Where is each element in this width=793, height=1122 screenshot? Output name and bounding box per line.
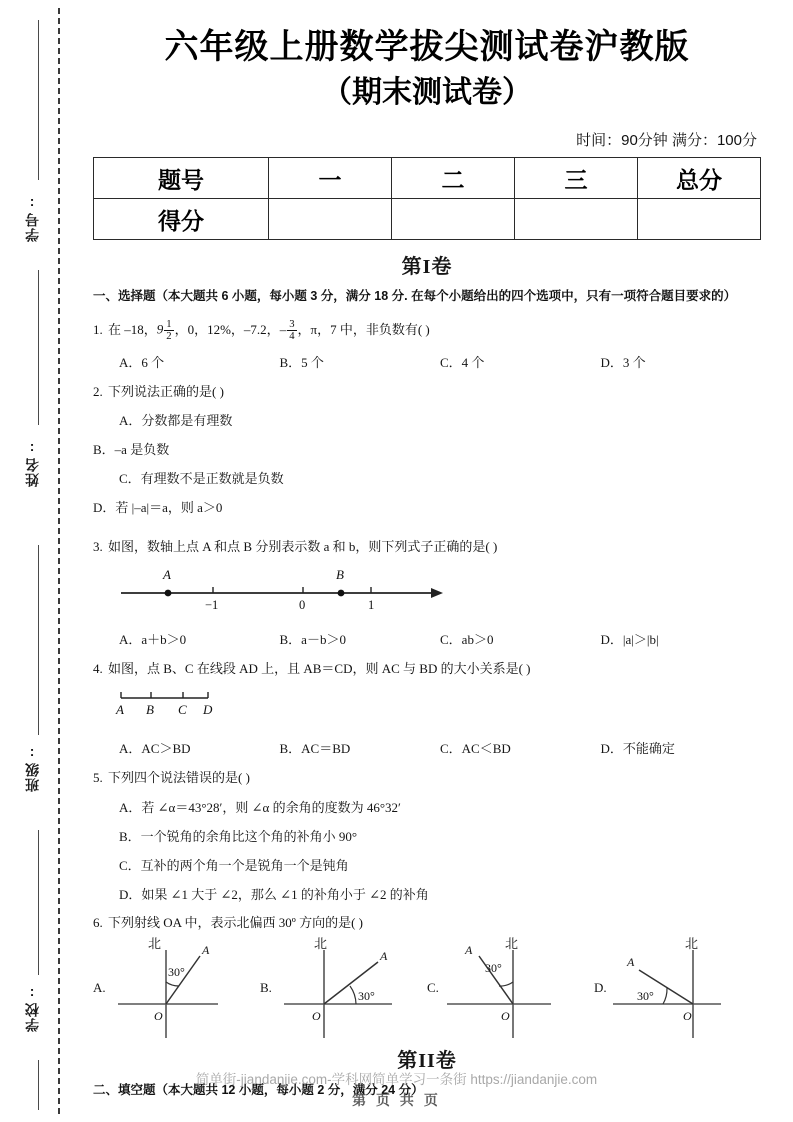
origin-label: O: [500, 1009, 510, 1024]
paper-2-label: 第II卷: [397, 1050, 457, 1073]
fraction: [287, 319, 296, 342]
score-table-cell: 二: [392, 158, 515, 199]
segment-label-a: A: [116, 702, 124, 718]
sidebar-label-student-id: 学号:: [24, 195, 40, 242]
option-c-letter: C.: [427, 980, 439, 996]
score-input-cell[interactable]: [515, 199, 638, 240]
question-2: [93, 382, 761, 402]
score-table-cell: 一: [269, 158, 392, 199]
seal-line-segment: [38, 20, 39, 180]
question-2-options: [93, 410, 761, 526]
option-a[interactable]: A．分数都是有理数: [119, 413, 233, 429]
origin-label: O: [311, 1009, 321, 1024]
exam-meta: 时间：90分钟 满分：100分: [576, 132, 757, 150]
option-a[interactable]: A．AC＞BD: [119, 741, 191, 757]
seal-line-segment: [38, 545, 39, 735]
question-stem: 下列射线 OA 中，表示北偏西 30º 方向的是( ): [108, 914, 363, 930]
ray-label-a: A: [626, 955, 634, 970]
question-stem: [108, 319, 430, 343]
number-line-figure: [93, 563, 761, 620]
option-c[interactable]: C．有理数不是正数就是负数: [119, 471, 284, 487]
angle-label: 30°: [167, 965, 185, 980]
option-d-letter: D.: [594, 980, 607, 996]
origin-label: O: [153, 1009, 163, 1024]
segment-label-b: B: [146, 702, 154, 718]
stem-part: –: [279, 321, 287, 337]
segment-label-c: C: [178, 702, 187, 718]
page-subtitle: （期末测试卷）: [322, 75, 532, 109]
question-stem: 下列说法正确的是( ): [108, 383, 224, 399]
segment-label-d: D: [203, 702, 213, 718]
fraction-denominator: 2: [166, 331, 172, 343]
option-a-letter: A.: [93, 980, 106, 996]
option-b[interactable]: B．一个锐角的余角比这个角的补角小 90°: [119, 828, 358, 844]
question-stem: 如图，点 B、C 在线段 AD 上，且 AB＝CD，则 AC 与 BD 的大小关系是( ): [108, 660, 531, 676]
option-a[interactable]: A．6 个: [119, 354, 165, 370]
option-d[interactable]: D．3 个: [600, 354, 646, 370]
seal-line-segment: [38, 270, 39, 425]
north-label: 北: [147, 936, 161, 952]
origin-label: O: [682, 1009, 692, 1024]
north-label: 北: [504, 936, 518, 952]
score-table-cell: 题号: [94, 158, 269, 199]
question-3-options: [93, 629, 761, 648]
score-table-cell: 三: [515, 158, 638, 199]
option-c[interactable]: [427, 934, 594, 1042]
section-heading-fill: 二、填空题（本大题共 12 小题，每小题 2 分，满分 24 分）: [93, 1083, 424, 1098]
binding-sidebar: [0, 0, 78, 1122]
option-c[interactable]: C．ab＞0: [440, 631, 494, 647]
question-4-options: [93, 738, 761, 757]
fraction-numerator: 3: [289, 319, 295, 331]
question-3: [93, 537, 761, 557]
question-number: 5.: [93, 770, 103, 786]
ray-label-a: A: [464, 943, 473, 958]
option-a[interactable]: [93, 934, 260, 1042]
footer-watermark: 简单街-jiandanjie.com-学科网简单学习一条街 https://jiandanjie.com: [195, 1072, 598, 1087]
question-number: 3.: [93, 539, 103, 555]
question-5: [93, 768, 761, 788]
option-b[interactable]: [260, 934, 427, 1042]
stem-part: ，0，12%，–7.2，: [174, 321, 280, 337]
option-c[interactable]: C．4 个: [440, 354, 485, 370]
number-line-point-a-label: A: [163, 566, 171, 582]
option-d[interactable]: D．若 |–a|＝a，则 a＞0: [93, 500, 223, 516]
stem-part: 9: [156, 321, 164, 337]
question-number: 4.: [93, 660, 103, 676]
option-b-letter: B.: [260, 980, 272, 996]
sidebar-label-name: 姓名:: [24, 440, 40, 487]
angle-label: 30°: [636, 989, 654, 1004]
fraction-numerator: 1: [166, 319, 172, 331]
option-d[interactable]: D．如果 ∠1 大于 ∠2，那么 ∠1 的补角小于 ∠2 的补角: [119, 886, 429, 902]
option-b[interactable]: B．–a 是负数: [93, 442, 170, 458]
north-label: 北: [684, 936, 698, 952]
dashed-fold-line: [58, 8, 60, 1114]
option-a[interactable]: A．若 ∠α＝43°28′，则 ∠α 的余角的度数为 46°32′: [119, 799, 401, 815]
option-b[interactable]: B．5 个: [279, 354, 324, 370]
score-input-cell[interactable]: [269, 199, 392, 240]
option-d[interactable]: D．不能确定: [600, 741, 675, 757]
tick-label-1: 1: [368, 597, 375, 612]
score-table-cell: 得分: [94, 199, 269, 240]
question-stem: 如图，数轴上点 A 和点 B 分别表示数 a 和 b，则下列式子正确的是( ): [108, 539, 498, 555]
section-heading-choice: 一、选择题（本大题共 6 小题，每小题 3 分，满分 18 分. 在每个小题给出的四个选项中，只有一项符合题目要求的）: [93, 289, 737, 304]
option-b[interactable]: B．a－b＞0: [279, 631, 346, 647]
question-4: [93, 659, 761, 679]
question-5-options: [93, 797, 761, 903]
option-c[interactable]: C．互补的两个角一个是锐角一个是钝角: [119, 857, 349, 873]
score-table: [93, 157, 761, 240]
table-row: [94, 199, 761, 240]
option-c[interactable]: C．AC＜BD: [440, 741, 511, 757]
option-b[interactable]: B．AC＝BD: [279, 741, 351, 757]
content-column: [93, 0, 761, 1102]
question-1: [93, 319, 761, 342]
page-title: 六年级上册数学拔尖测试卷沪教版: [164, 28, 690, 66]
stem-part: 在 –18，: [108, 321, 157, 337]
number-line-point-b-label: B: [336, 566, 344, 582]
question-stem: 下列四个说法错误的是( ): [108, 770, 250, 786]
score-table-cell: 总分: [638, 158, 761, 199]
tick-label-neg1: −1: [205, 597, 219, 612]
angle-label: 30°: [484, 961, 502, 976]
question-number: 1.: [93, 321, 103, 337]
fraction: [164, 319, 173, 342]
footer-page-number: 第 页 共 页: [352, 1092, 441, 1108]
table-row: [94, 158, 761, 199]
fraction-denominator: 4: [289, 331, 295, 343]
question-1-options: [93, 352, 761, 371]
stem-part: ，π，7 中，非负数有( ): [297, 321, 430, 337]
score-input-cell[interactable]: [392, 199, 515, 240]
question-6-options: [93, 934, 761, 1042]
question-number: 2.: [93, 383, 103, 399]
score-input-cell[interactable]: [638, 199, 761, 240]
ray-label-a: A: [201, 943, 209, 958]
option-d[interactable]: D．|a|＞|b|: [600, 631, 659, 647]
seal-line-segment: [38, 830, 39, 975]
question-number: 6.: [93, 914, 103, 930]
north-label: 北: [313, 936, 327, 952]
sidebar-label-school: 学校:: [24, 985, 40, 1032]
paper-1-label: 第I卷: [401, 256, 453, 279]
option-a[interactable]: A．a＋b＞0: [119, 631, 187, 647]
ray-label-a: A: [379, 949, 388, 964]
question-6: [93, 913, 761, 933]
tick-label-0: 0: [299, 597, 306, 612]
segment-figure: [93, 684, 761, 729]
sidebar-label-class: 班级:: [24, 745, 40, 792]
angle-label: 30°: [357, 989, 375, 1004]
option-d[interactable]: [594, 934, 761, 1042]
